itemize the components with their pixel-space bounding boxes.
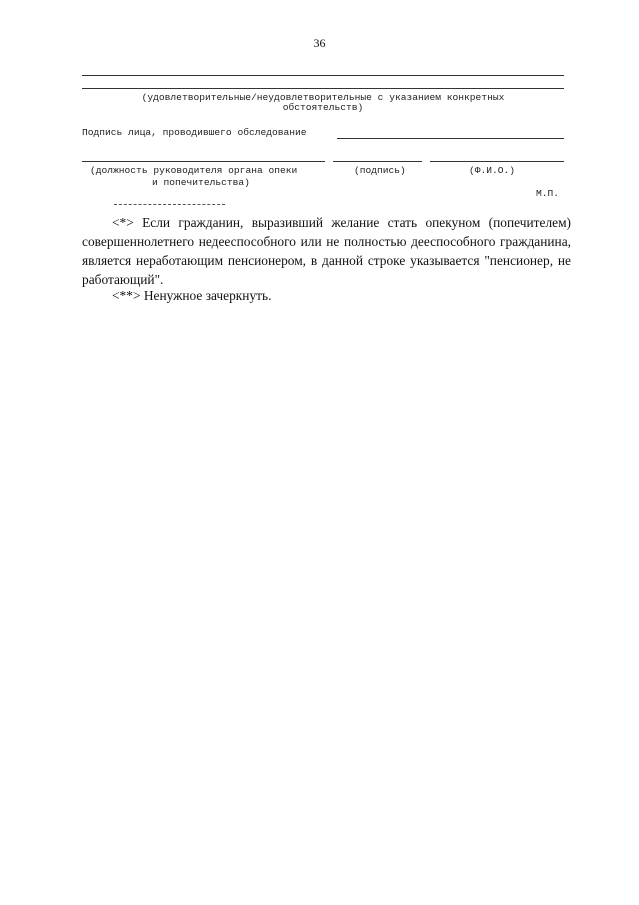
head-fio-caption: (Ф.И.О.) <box>469 165 516 176</box>
head-position-caption-line1: (должность руководителя органа опеки <box>90 165 298 176</box>
stamp-place-label: М.П. <box>536 188 560 199</box>
head-position-caption-line2: и попечительства) <box>152 177 250 188</box>
form-blank-line-1 <box>82 75 564 76</box>
explanation-caption-line1: (удовлетворительные/неудовлетворительные с указанием конкретных <box>141 92 505 103</box>
form-blank-line-2 <box>82 88 564 89</box>
head-sign-caption: (подпись) <box>354 165 406 176</box>
head-sign-line <box>333 161 422 162</box>
footnote-1: <*> Если гражданин, выразивший желание стать опекуном (попечителем) совершеннолетнего недееспособного или не полностью дееспособного гражданина, является неработающим пенсионером, в данной строке указывается "пенсионер, не работающий". <box>82 215 571 287</box>
footnote-2: <**> Ненужное зачеркнуть. <box>112 288 272 303</box>
explanation-caption-line2: обстоятельств) <box>282 102 364 113</box>
inspector-signature-line <box>337 138 564 139</box>
head-fio-line <box>430 161 564 162</box>
page-number: 36 <box>313 36 326 50</box>
inspector-signature-label: Подпись лица, проводившего обследование <box>82 127 307 138</box>
head-position-line <box>82 161 325 162</box>
footnote-separator <box>114 204 225 205</box>
